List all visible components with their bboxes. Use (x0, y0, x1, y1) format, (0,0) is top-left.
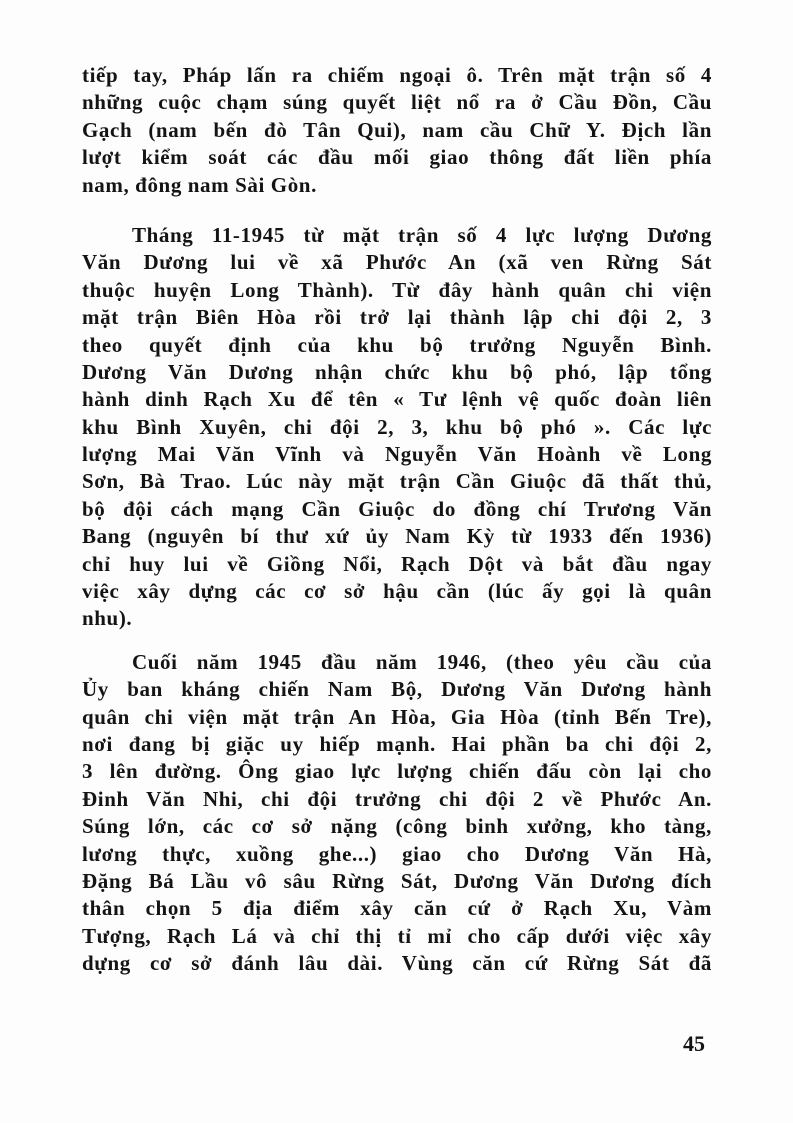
body-text (82, 62, 712, 978)
text-line: Đinh Văn Nhi, chi đội trưởng chi đội 2 về Phước An. (82, 786, 712, 811)
text-line: hành dinh Rạch Xu để tên « Tư lệnh vệ quốc đoàn liên (82, 387, 712, 412)
paragraph-3 (82, 649, 712, 978)
text-line: bộ đội cách mạng Cần Giuộc do đồng chí Trương Văn (82, 496, 712, 521)
text-line: Sơn, Bà Trao. Lúc này mặt trận Cần Giuộc đã thất thủ, (82, 469, 712, 494)
paragraph-spacer (82, 633, 712, 649)
text-line: Súng lớn, các cơ sở nặng (công binh xưởng, kho tàng, (82, 814, 712, 839)
text-line: nam, đông nam Sài Gòn. (82, 172, 317, 197)
text-line: Tượng, Rạch Lá và chỉ thị tỉ mỉ cho cấp dưới việc xây (82, 923, 712, 948)
text-line: Bang (nguyên bí thư xứ ủy Nam Kỳ từ 1933 đến 1936) (82, 524, 712, 549)
text-line: Tháng 11-1945 từ mặt trận số 4 lực lượng Dương (132, 222, 712, 247)
text-line: tiếp tay, Pháp lấn ra chiếm ngoại ô. Trên mặt trận số 4 (82, 63, 712, 87)
text-line: việc xây dựng các cơ sở hậu cần (lúc ấy gọi là quân (82, 579, 712, 604)
text-line: những cuộc chạm súng quyết liệt nổ ra ở Cầu Đồn, Cầu (82, 90, 712, 115)
text-line: theo quyết định của khu bộ trưởng Nguyễn Bình. (82, 332, 712, 357)
text-line: Dương Văn Dương nhận chức khu bộ phó, lập tổng (82, 359, 712, 384)
paragraph-spacer (82, 199, 712, 222)
paragraph-2 (82, 222, 712, 633)
text-line: khu Bình Xuyên, chi đội 2, 3, khu bộ phó ». Các lực (82, 414, 712, 439)
text-line: lượng Mai Văn Vĩnh và Nguyễn Văn Hoành về Long (82, 442, 712, 467)
text-line: Gạch (nam bến đò Tân Qui), nam cầu Chữ Y. Địch lần (82, 117, 712, 142)
text-line: nhu). (82, 606, 133, 631)
text-line: mặt trận Biên Hòa rồi trở lại thành lập chi đội 2, 3 (82, 305, 712, 330)
text-line: Ủy ban kháng chiến Nam Bộ, Dương Văn Dương hành (82, 677, 712, 702)
text-line: Cuối năm 1945 đầu năm 1946, (theo yêu cầu của (132, 649, 712, 674)
text-line: quân chi viện mặt trận An Hòa, Gia Hòa (tỉnh Bến Tre), (82, 704, 712, 729)
text-line: lương thực, xuồng ghe...) giao cho Dương Văn Hà, (82, 841, 712, 866)
paragraph-1 (82, 62, 712, 199)
text-line: dựng cơ sở đánh lâu dài. Vùng căn cứ Rừng Sát đã (82, 951, 712, 976)
text-line: nơi đang bị giặc uy hiếp mạnh. Hai phần ba chi đội 2, (82, 731, 712, 756)
text-line: thân chọn 5 địa điểm xây căn cứ ở Rạch Xu, Vàm (82, 896, 712, 921)
text-line: thuộc huyện Long Thành). Từ đây hành quân chi viện (82, 277, 712, 302)
text-line: Văn Dương lui về xã Phước An (xã ven Rừng Sát (82, 250, 712, 275)
text-line: lượt kiểm soát các đầu mối giao thông đất liền phía (82, 145, 712, 170)
text-line: Đặng Bá Lầu vô sâu Rừng Sát, Dương Văn Dương đích (82, 868, 712, 893)
text-line: chỉ huy lui về Giồng Nổi, Rạch Dột và bắt đầu ngay (82, 551, 712, 576)
text-line: 3 lên đường. Ông giao lực lượng chiến đấu còn lại cho (82, 759, 712, 784)
page-number: 45 (683, 1031, 705, 1056)
